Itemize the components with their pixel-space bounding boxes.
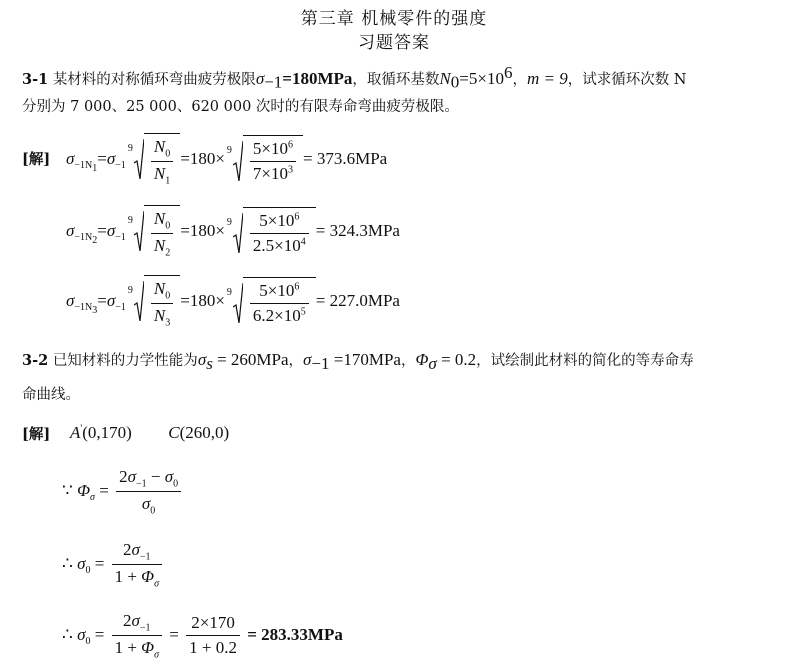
subscript: σ [154,649,160,661]
equals: = [94,480,109,500]
value: =170MPa [329,350,401,369]
sigma-symbol: σ [106,148,116,168]
times-180: =180× [180,148,225,168]
fatigue-limit-row [66,275,400,329]
times-180: =180× [180,220,225,240]
subscript: σ [154,578,160,590]
fraction-denominator: 1 + 0.2 [189,638,237,658]
value: =180MPa [282,68,353,88]
because-symbol: ∵ [62,480,73,500]
ninth-root [127,133,180,187]
sigma-symbol: σ [255,68,265,88]
problem-text: ，试绘制此材料的简化的等寿命寿 [476,353,694,369]
radical-icon [233,141,243,181]
subscript: −1 [115,302,126,314]
root-index: 9 [226,287,232,299]
therefore-symbol: ∴ [62,553,73,573]
subscript: 0 [450,72,460,92]
sigma-symbol: σ [303,350,312,369]
fraction: $\frac{N_0}{N_2}$ [151,209,173,259]
problem-text: 某材料的对称循环弯曲疲劳极限 [52,71,256,88]
fraction [116,467,181,517]
equals: = [97,148,107,168]
problem-3-2-line2: 命曲线。 [22,387,80,403]
equals: = [90,624,105,644]
sigma-symbol: σ [141,494,151,514]
fraction [112,540,162,590]
sigma-symbol: σ [77,624,86,644]
result-value: = 324.3MPa [315,220,400,240]
therefore-symbol: ∴ [62,624,73,644]
sigma-symbol: σ [66,148,75,168]
point-a: A [70,423,81,442]
sigma-symbol: σ [77,553,86,573]
sigma-symbol: σ [66,220,75,240]
prime: ' [80,423,83,435]
equation-phi-definition [62,467,184,517]
radical-icon [134,281,144,321]
radical-icon [233,213,243,253]
root-index: 9 [127,143,133,154]
result-value: = 283.33MPa [242,624,343,644]
problem-text: 已知材料的力学性能为 [52,353,198,369]
sigma-symbol: σ [106,290,116,310]
solution-label: [解] [22,426,51,443]
problem-3-2-line1 [22,350,694,374]
one-plus: 1 + [114,567,142,587]
ninth-root [226,135,303,184]
times-180: =180× [180,290,225,310]
subscript: −1 [139,551,151,563]
subscript: −1 [115,232,126,244]
m-expression: m = 9 [526,68,568,88]
points-line [70,423,229,443]
comma: ， [288,353,304,369]
sigma-symbol: σ [197,350,207,369]
ninth-root [226,207,316,256]
subscript: σ [90,492,95,504]
root-index: 9 [226,217,232,229]
subscript: 0 [85,636,91,648]
superscript: 6 [503,63,513,82]
solution-label: [解] [22,151,51,168]
radical-icon [134,139,144,179]
fraction: $\frac{N_0}{N_1}$ [151,137,173,187]
chapter-title: 第三章 机械零件的强度 [300,9,488,29]
point-c-coords: (260,0) [179,423,230,442]
subscript: σ [428,353,437,373]
ninth-root [127,205,180,259]
root-index: 9 [127,215,133,226]
subscript: s [206,353,213,373]
ninth-root [226,277,316,326]
point-c: C [168,423,180,442]
subscript: −1N3 [74,302,98,317]
phi-symbol: Φ [141,567,155,587]
sigma-symbol: σ [106,220,116,240]
fraction: $\frac{5\times 10^6}{2.5\times 10^4}$ [250,211,309,256]
value: = 260MPa [212,350,289,369]
n0-symbol: N [439,68,451,88]
fraction [112,611,162,661]
minus: − [146,467,165,486]
equals: = [97,220,107,240]
root-index: 9 [226,145,232,157]
two: 2 [119,467,128,486]
comma: ， [512,71,527,88]
subscript: −1 [135,478,147,490]
ninth-root [127,275,180,329]
root-index: 9 [127,285,133,296]
fraction [186,613,240,658]
phi-symbol: Φ [141,638,155,658]
result-value: = 227.0MPa [315,290,400,310]
sigma-symbol: σ [131,611,140,630]
fatigue-limit-row [66,205,400,259]
subscript: 0 [85,565,91,577]
problem-3-1-line1 [22,63,687,93]
subscript: −1N2 [74,232,98,247]
subscript: −1 [115,160,126,172]
comma: ， [400,353,416,369]
sigma-symbol: σ [127,467,136,486]
sigma-symbol: σ [164,467,174,486]
problem-number: 3-1 [22,70,49,88]
subscript: −1 [139,622,151,634]
problem-number: 3-2 [22,352,49,369]
subscript: −1N1 [74,160,98,175]
subscript: −1 [264,72,283,92]
answers-subtitle: 习题答案 [358,33,430,53]
fraction-numerator: 2×170 [186,613,240,636]
problem-text: ，取循环基数 [352,71,440,88]
equals: = [165,624,179,644]
sigma-symbol: σ [66,290,75,310]
subscript: 0 [150,505,156,517]
equals: = [90,553,105,573]
value: =5×10 [459,68,504,88]
fraction: $\frac{5\times 10^6}{6.2\times 10^5}$ [250,281,309,326]
one-plus: 1 + [114,638,142,658]
subscript: 0 [173,478,179,490]
fraction: $\frac{5\times 10^6}{7\times 10^3}$ [250,139,296,184]
problem-3-1-line2: 分别为 7 000、25 000、620 000 次时的有限寿命弯曲疲劳极限。 [22,99,459,115]
subscript: −1 [311,353,330,373]
equation-sigma0 [62,540,165,590]
two: 2 [123,540,132,559]
phi-symbol: Φ [415,350,429,369]
fatigue-limit-row [66,133,387,187]
radical-icon [134,211,144,251]
phi-symbol: Φ [77,480,91,500]
two: 2 [123,611,132,630]
point-a-coords: (0,170) [82,423,132,442]
equation-sigma0-result [62,611,343,661]
result-value: = 373.6MPa [303,148,388,168]
problem-text: ，试求循环次数 N [567,71,687,88]
sigma-symbol: σ [131,540,140,559]
fraction: $\frac{N_0}{N_3}$ [151,279,173,329]
radical-icon [233,283,243,323]
value: = 0.2 [436,350,477,369]
equals: = [97,290,107,310]
